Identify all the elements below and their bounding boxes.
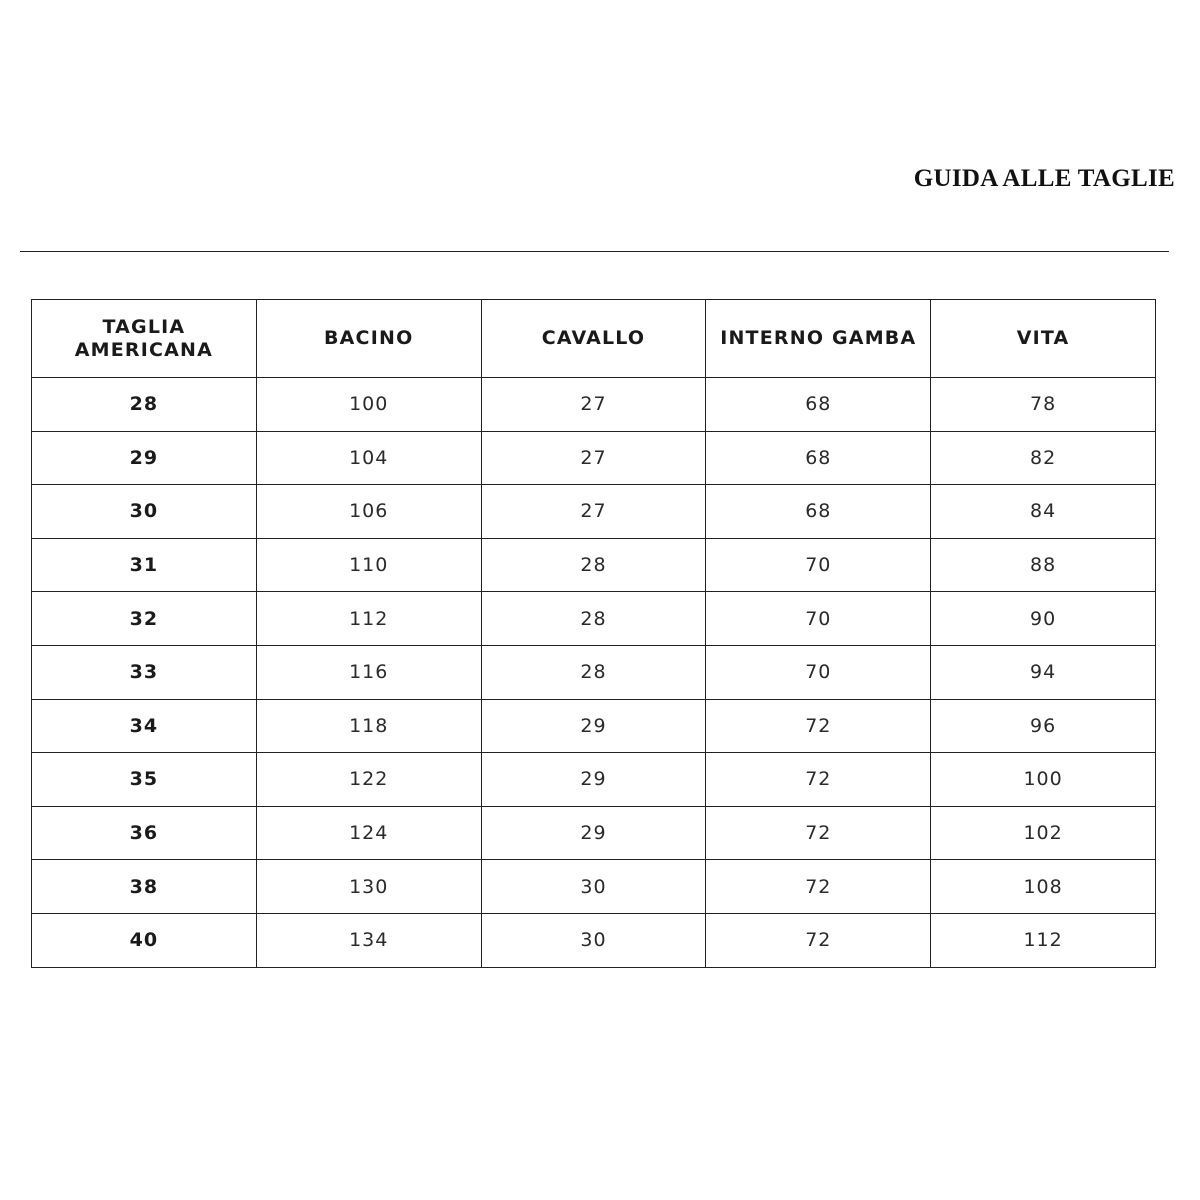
size-cell: 29 — [32, 431, 257, 485]
hips-cell: 100 — [256, 378, 481, 432]
header-us-size-line1: TAGLIA — [102, 315, 186, 338]
waist-cell: 100 — [931, 753, 1156, 807]
hips-cell: 124 — [256, 806, 481, 860]
crotch-cell: 29 — [481, 699, 706, 753]
hips-cell: 112 — [256, 592, 481, 646]
waist-cell: 78 — [931, 378, 1156, 432]
size-cell: 40 — [32, 913, 257, 967]
hips-cell: 110 — [256, 538, 481, 592]
crotch-cell: 28 — [481, 538, 706, 592]
crotch-cell: 29 — [481, 806, 706, 860]
table-row — [32, 592, 1156, 646]
inseam-cell: 72 — [706, 699, 931, 753]
size-cell: 35 — [32, 753, 257, 807]
title-divider — [20, 251, 1169, 252]
waist-cell: 84 — [931, 485, 1156, 539]
header-us-size-line2: AMERICANA — [74, 338, 214, 361]
waist-cell: 88 — [931, 538, 1156, 592]
hips-cell: 116 — [256, 645, 481, 699]
table-row — [32, 378, 1156, 432]
size-cell: 30 — [32, 485, 257, 539]
size-cell: 28 — [32, 378, 257, 432]
header-hips: BACINO — [256, 300, 481, 378]
crotch-cell: 28 — [481, 645, 706, 699]
header-us-size — [32, 300, 257, 378]
waist-cell: 90 — [931, 592, 1156, 646]
size-cell: 33 — [32, 645, 257, 699]
hips-cell: 104 — [256, 431, 481, 485]
crotch-cell: 30 — [481, 913, 706, 967]
size-cell: 32 — [32, 592, 257, 646]
size-cell: 34 — [32, 699, 257, 753]
crotch-cell: 29 — [481, 753, 706, 807]
header-waist: VITA — [931, 300, 1156, 378]
table-header — [32, 300, 1156, 378]
crotch-cell: 28 — [481, 592, 706, 646]
inseam-cell: 68 — [706, 431, 931, 485]
inseam-cell: 72 — [706, 860, 931, 914]
inseam-cell: 72 — [706, 913, 931, 967]
table-row — [32, 431, 1156, 485]
inseam-cell: 72 — [706, 753, 931, 807]
inseam-cell: 70 — [706, 645, 931, 699]
hips-cell: 118 — [256, 699, 481, 753]
crotch-cell: 27 — [481, 378, 706, 432]
header-inseam: INTERNO GAMBA — [706, 300, 931, 378]
size-cell: 38 — [32, 860, 257, 914]
table-row — [32, 806, 1156, 860]
waist-cell: 96 — [931, 699, 1156, 753]
crotch-cell: 27 — [481, 485, 706, 539]
inseam-cell: 68 — [706, 378, 931, 432]
table-row — [32, 913, 1156, 967]
header-row — [32, 300, 1156, 378]
table-row — [32, 699, 1156, 753]
hips-cell: 134 — [256, 913, 481, 967]
page-title: GUIDA ALLE TAGLIE — [913, 165, 1175, 192]
crotch-cell: 30 — [481, 860, 706, 914]
table-row — [32, 645, 1156, 699]
inseam-cell: 70 — [706, 592, 931, 646]
header-crotch: CAVALLO — [481, 300, 706, 378]
crotch-cell: 27 — [481, 431, 706, 485]
waist-cell: 102 — [931, 806, 1156, 860]
table-row — [32, 753, 1156, 807]
waist-cell: 108 — [931, 860, 1156, 914]
waist-cell: 112 — [931, 913, 1156, 967]
waist-cell: 82 — [931, 431, 1156, 485]
waist-cell: 94 — [931, 645, 1156, 699]
inseam-cell: 70 — [706, 538, 931, 592]
inseam-cell: 68 — [706, 485, 931, 539]
hips-cell: 122 — [256, 753, 481, 807]
size-chart-table — [31, 299, 1156, 968]
table-row — [32, 538, 1156, 592]
size-cell: 31 — [32, 538, 257, 592]
hips-cell: 106 — [256, 485, 481, 539]
inseam-cell: 72 — [706, 806, 931, 860]
size-cell: 36 — [32, 806, 257, 860]
table-row — [32, 485, 1156, 539]
hips-cell: 130 — [256, 860, 481, 914]
table-body — [32, 378, 1156, 968]
table-row — [32, 860, 1156, 914]
